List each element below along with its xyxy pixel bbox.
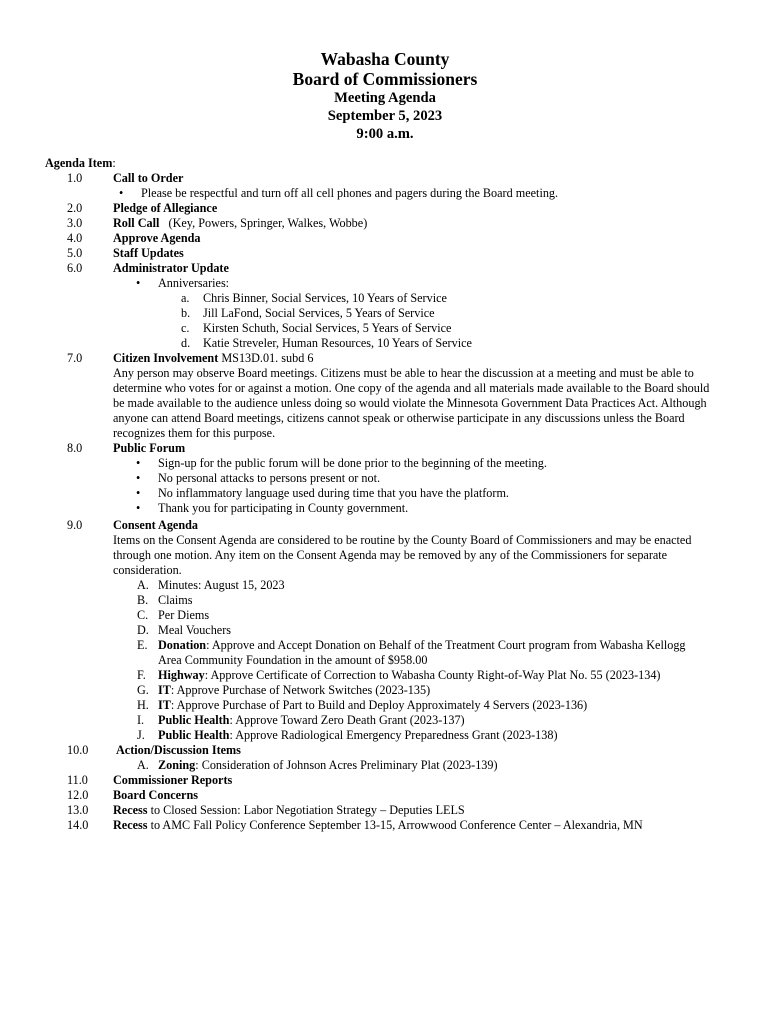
list-marker: F. <box>137 668 146 682</box>
item-title: Approve Agenda <box>113 231 201 245</box>
list-text: : Approve and Accept Donation on Behalf of the Treatment Court program from Wabasha Kellogg <box>206 638 686 652</box>
bullet-icon: • <box>136 276 141 290</box>
list-text: : Approve Radiological Emergency Preparedness Grant (2023-138) <box>229 728 558 742</box>
item-detail: to AMC Fall Policy Conference September 13-15, Arrowwood Conference Center – Alexandria, MN <box>147 818 643 832</box>
list-keyword: Public Health <box>158 713 230 727</box>
item-detail: (Key, Powers, Springer, Walkes, Wobbe) <box>168 216 368 230</box>
list-text: Katie Streveler, Human Resources, 10 Years of Service <box>203 336 472 350</box>
list-text: Minutes: August 15, 2023 <box>158 578 285 592</box>
item-title: Administrator Update <box>113 261 229 275</box>
item-number: 7.0 <box>67 351 83 365</box>
list-text: Chris Binner, Social Services, 10 Years of Service <box>203 291 447 305</box>
list-text: : Approve Purchase of Part to Build and Deploy Approximately 4 Servers (2023-136) <box>170 698 588 712</box>
item-title: Board Concerns <box>113 788 198 802</box>
list-text: Area Community Foundation in the amount of $958.00 <box>158 653 428 667</box>
list-marker: B. <box>137 593 149 607</box>
item-title: Recess <box>113 803 148 817</box>
list-keyword: Zoning <box>158 758 196 772</box>
item-title: Public Forum <box>113 441 186 455</box>
list-marker: c. <box>181 321 190 335</box>
item-title: Commissioner Reports <box>113 773 233 787</box>
list-keyword: IT <box>158 683 171 697</box>
list-marker: J. <box>137 728 145 742</box>
item-title: Roll Call <box>113 216 160 230</box>
meeting-date: September 5, 2023 <box>327 108 443 124</box>
item-number: 10.0 <box>67 743 89 757</box>
list-marker: I. <box>137 713 145 727</box>
bullet-icon: • <box>136 486 141 500</box>
item-title: Pledge of Allegiance <box>113 201 218 215</box>
item-title: Recess <box>113 818 148 832</box>
list-text: Per Diems <box>158 608 210 622</box>
county-title: Wabasha County <box>320 49 450 69</box>
list-keyword: Donation <box>158 638 207 652</box>
citizen-involvement-paragraph: Any person may observe Board meetings. Citizens must be able to hear the discussion at a meeting and must be able to determine who votes for or against a motion. One copy of the agenda and all materials made available to the Board should be made available to the audience unless doing so would violate the Minnesota Government Data Practices Act. Although anyone can attend Board meetings, citizens cannot speak or otherwise participate in any discussions unless the Board recognizes them for this purpose. <box>113 366 710 440</box>
list-text: : Consideration of Johnson Acres Preliminary Plat (2023-139) <box>195 758 498 772</box>
list-text: Jill LaFond, Social Services, 5 Years of Service <box>203 306 435 320</box>
list-text: Meal Vouchers <box>158 623 231 637</box>
item-number: 1.0 <box>67 171 83 185</box>
bullet-icon: • <box>136 471 141 485</box>
bullet-icon: • <box>136 456 141 470</box>
item-number: 9.0 <box>67 518 83 532</box>
sub-heading: Anniversaries: <box>158 276 230 290</box>
item-title: Consent Agenda <box>113 518 198 532</box>
item-number: 3.0 <box>67 216 83 230</box>
bullet-icon: • <box>136 501 141 515</box>
list-marker: b. <box>181 306 191 320</box>
board-title: Board of Commissioners <box>292 69 478 89</box>
item-title: Action/Discussion Items <box>116 743 241 757</box>
doc-type: Meeting Agenda <box>334 90 436 106</box>
item-title: Staff Updates <box>113 246 184 260</box>
list-marker: G. <box>137 683 149 697</box>
list-keyword: Public Health <box>158 728 230 742</box>
list-marker: C. <box>137 608 149 622</box>
list-text: No inflammatory language used during time that you have the platform. <box>158 486 509 500</box>
list-text: : Approve Certificate of Correction to Wabasha County Right-of-Way Plat No. 55 (2023-134) <box>204 668 661 682</box>
meeting-time: 9:00 a.m. <box>356 126 414 142</box>
list-marker: D. <box>137 623 149 637</box>
list-text: : Approve Toward Zero Death Grant (2023-137) <box>229 713 465 727</box>
agenda-label: Agenda Item <box>45 156 113 170</box>
list-text: : Approve Purchase of Network Switches (2023-135) <box>170 683 431 697</box>
item-number: 13.0 <box>67 803 89 817</box>
list-marker: d. <box>181 336 191 350</box>
list-text: Claims <box>158 593 193 607</box>
item-number: 14.0 <box>67 818 89 832</box>
item-number: 2.0 <box>67 201 83 215</box>
list-keyword: Highway <box>158 668 205 682</box>
item-number: 11.0 <box>67 773 88 787</box>
item-number: 12.0 <box>67 788 89 802</box>
list-marker: A. <box>137 758 149 772</box>
list-text: Sign-up for the public forum will be done prior to the beginning of the meeting. <box>158 456 547 470</box>
consent-agenda-paragraph: Items on the Consent Agenda are considered to be routine by the County Board of Commissioners and may be enacted through one motion. Any item on the Consent Agenda may be removed by any of the Commissioners for separate consideration. <box>113 533 692 577</box>
item-number: 6.0 <box>67 261 83 275</box>
item-title: Call to Order <box>113 171 184 185</box>
bullet-icon: • <box>119 186 124 200</box>
list-text: Thank you for participating in County government. <box>158 501 409 515</box>
list-marker: A. <box>137 578 149 592</box>
list-text: Kirsten Schuth, Social Services, 5 Years of Service <box>203 321 452 335</box>
item-number: 8.0 <box>67 441 83 455</box>
list-text: No personal attacks to persons present or not. <box>158 471 381 485</box>
document-header <box>0 49 770 143</box>
note-text: Please be respectful and turn off all cell phones and pagers during the Board meeting. <box>141 186 559 200</box>
item-number: 4.0 <box>67 231 83 245</box>
item-detail: MS13D.01. subd 6 <box>221 351 314 365</box>
item-detail: to Closed Session: Labor Negotiation Strategy – Deputies LELS <box>147 803 465 817</box>
list-marker: H. <box>137 698 149 712</box>
list-marker: E. <box>137 638 148 652</box>
list-keyword: IT <box>158 698 171 712</box>
item-title: Citizen Involvement <box>113 351 219 365</box>
item-number: 5.0 <box>67 246 83 260</box>
list-marker: a. <box>181 291 190 305</box>
